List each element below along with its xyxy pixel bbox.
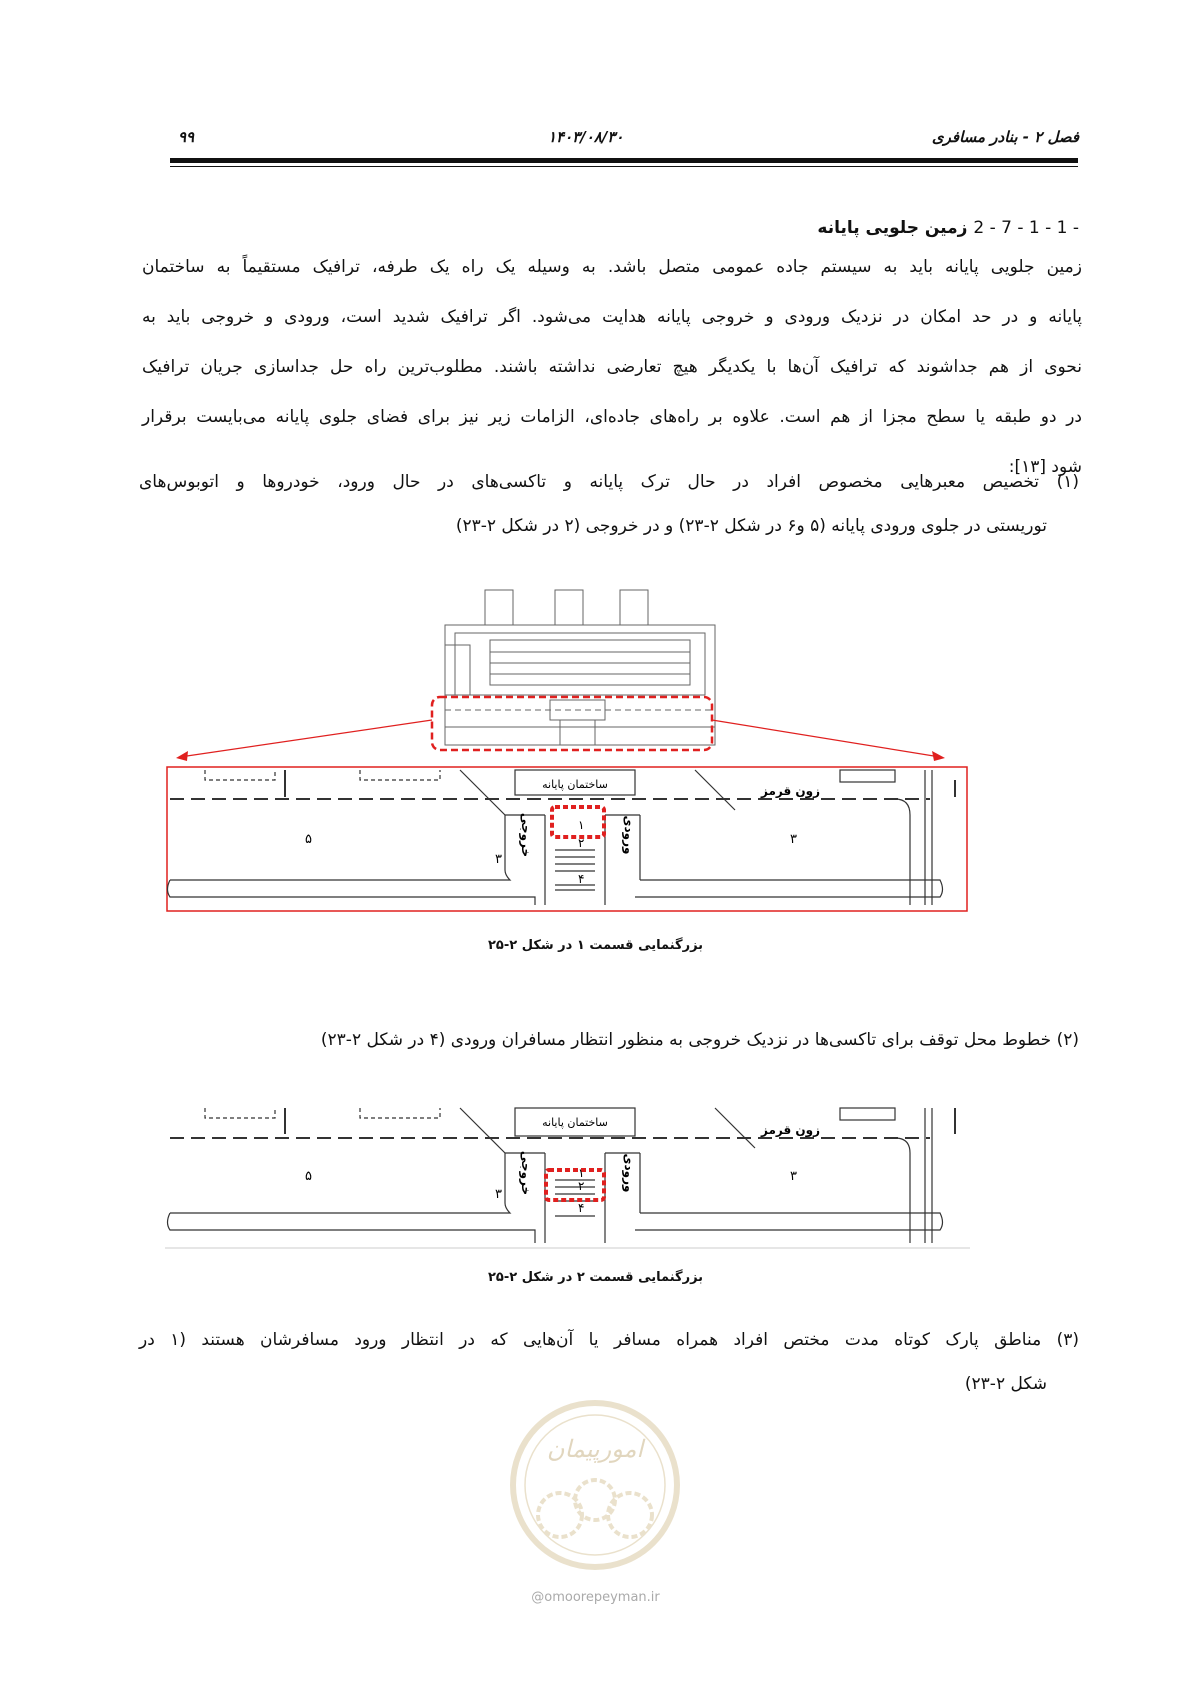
item-text: تخصیص معبرهایی مخصوص افراد در حال ترک پایانه و تاکسی‌های در حال ورود، خودروها و اتوبوس‌های [139,472,1040,492]
header-rule-thick [170,158,1078,163]
zone-label: ۵ [305,1169,312,1184]
paragraph-line: شود [۱۳]: [1008,457,1082,477]
paragraph-line: در دو طبقه یا سطح مجزا از هم است. علاوه بر راه‌های جاده‌ای، الزامات زیر نیز برای فضای جلوی پایانه می‌بایست برقرار [142,407,1082,427]
paragraph-line: نحوی از هم جداشوند که ترافیک آن‌ها با یکدیگر هیچ تعارضی نداشته باشند. مطلوب‌ترین راه حل جداسازی جریان ترافیک [142,357,1082,377]
zone-label: ۳ [495,852,502,867]
item-text: خطوط محل توقف برای تاکسی‌ها در نزدیک خروجی به منظور انتظار مسافران ورودی (۴ در شکل ۲-۲۳) [320,1030,1052,1050]
page-date: ۱۴۰۳/۰۸/۳۰ [548,128,624,146]
paragraph-line: زمین جلویی پایانه باید به سیستم جاده عمومی متصل باشد. به وسیله یک راه یک طرفه، ترافیک مستقیماً به ساختمان [142,257,1082,277]
item-text: مناطق پارک کوتاه مدت مختص افراد همراه مسافر یا آن‌هایی که در انتظار ورود مسافرشان هستند (۱ در [139,1330,1042,1350]
intro-paragraph [142,242,1082,492]
entry-label: ورودی [622,1153,636,1193]
page-number: ۹۹ [178,128,195,146]
entry-label: ورودی [622,815,636,855]
red-zone-label: زون قرمز [760,1123,820,1137]
chapter-title: فصل ۲ - بنادر مسافری [931,128,1079,146]
item-marker: (۲) [1056,1030,1079,1050]
section-number: 2 - 7 - 1 - 1 - [973,218,1079,238]
figure-1-diagram [160,585,980,925]
list-item-3 [139,1318,1079,1406]
list-item-1 [139,460,1079,548]
figure-2-diagram [160,1098,980,1258]
zone-label: ۴ [578,1201,585,1215]
zone-label: ۳ [790,1169,797,1184]
highlight-zone-2 [546,1170,604,1200]
paragraph-line: پایانه و در حد امکان در نزدیک ورودی و خروجی پایانه هدایت می‌شود. اگر ترافیک شدید است، ورودی و خروجی باید به [142,307,1082,327]
exit-label: خروجی [519,812,533,858]
section-title: زمین جلویی پایانه [817,218,968,238]
zone-label: ۳ [790,832,797,847]
zone-label: ۲ [578,836,585,850]
zone-label: ۳ [495,1187,502,1202]
watermark-logo [505,1395,685,1585]
red-zone-label: زون قرمز [760,784,820,798]
watermark-logo-text: امورپیمان [546,1435,644,1463]
item-marker: (۳) [1056,1330,1080,1350]
item-text-continued: شکل ۲-۲۳) [964,1374,1047,1394]
zone-label: ۱ [578,1166,585,1180]
connector-right [712,720,940,757]
figure-2-caption: بزرگنمایی قسمت ۲ در شکل ۲-۲۵ [487,1270,704,1285]
zone-label: ۲ [578,1179,585,1193]
header-rule-thin [170,166,1078,167]
zone-label: ۴ [578,872,585,886]
exit-label: خروجی [519,1150,533,1196]
item-marker: (۱) [1056,472,1079,492]
site-plan-thumbnail [445,590,715,745]
zone-label: ۱ [578,818,585,832]
list-item-2 [139,1018,1079,1062]
zone-label: ۵ [305,832,312,847]
connector-left [180,720,432,757]
callout-box [432,697,712,750]
building-label: ساختمان پایانه [542,778,608,791]
section-heading [817,218,1079,238]
figure-1-caption: بزرگنمایی قسمت ۱ در شکل ۲-۲۵ [487,938,704,953]
building-label: ساختمان پایانه [542,1116,608,1129]
watermark-site: @omoorepeyman.ir [531,1590,660,1605]
item-text-continued: توریستی در جلوی ورودی پایانه (۵ و۶ در شکل ۲-۲۳) و در خروجی (۲ در شکل ۲-۲۳) [455,516,1047,536]
